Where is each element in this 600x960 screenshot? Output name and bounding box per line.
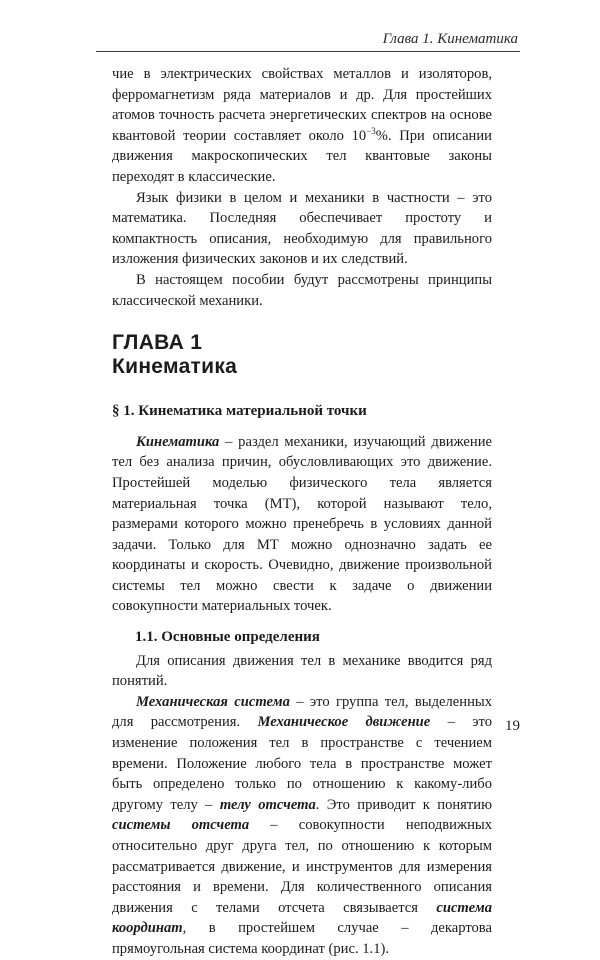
intro-p1-start: чие в электрических свойствах металлов и изоляторов, ферромагнетизм ряда материалов и др. Для простейших атомов точность расчета энергетических спектров на основе квантовой теории составляет около 10	[112, 66, 492, 144]
intro-p1-end: %. При описании движения макроскопических тел квантовые законы переходят в классические.	[112, 127, 492, 185]
page-number: 19	[505, 718, 520, 734]
subsection-heading: 1.1. Основные определения	[135, 629, 320, 646]
text-run-3: . Это приводит к понятию	[315, 796, 492, 813]
term-kinematics: Кинематика	[136, 433, 220, 450]
term-reference-frame: системы отсчета	[112, 817, 250, 834]
text-run-1: – это группа тел, выделенных для рассмотрения.	[112, 693, 492, 731]
text-run-5: , в простейшем случае – декартова прямоугольная система координат (рис. 1.1).	[112, 920, 492, 957]
header-rule	[96, 51, 520, 52]
text-run-4: – совокупности неподвижных относительно друг друга тел, по отношению к которым рассматривается движение, и инструментов для измерения расстояния и времени. Для количественного описания движения с телами отсчета связывается	[112, 817, 492, 916]
term-reference-body: телу отсчета	[219, 796, 316, 813]
section-heading: § 1. Кинематика материальной точки	[112, 403, 367, 420]
chapter-label: ГЛАВА 1	[112, 331, 203, 355]
section-paragraph	[112, 432, 492, 617]
page-body	[112, 64, 492, 960]
subsection-paragraph-2	[112, 692, 492, 960]
subsection-paragraph-1: Для описания движения тел в механике вводится ряд понятий.	[112, 652, 492, 690]
term-coordinate-system: система координат	[112, 899, 492, 937]
chapter-name: Кинематика	[112, 355, 238, 379]
exponent: −3	[366, 125, 376, 136]
intro-paragraph-1	[112, 64, 492, 188]
intro-paragraph-3: В настоящем пособии будут рассмотрены принципы классической механики.	[112, 271, 492, 309]
section-text: – раздел механики, изучающий движение тел без анализа причин, обусловливающих это движение. Простейшей моделью физического тела является материальная точка (МТ), которой называют тело, размерами которого можно пренебречь в условиях данной задачи. Только для МТ можно однозначно задать ее координаты и скорость. Очевидно, движение произвольной системы тел можно свести к задаче о движении совокупности материальных точек.	[112, 433, 492, 615]
intro-paragraph-2: Язык физики в целом и механики в частности – это математика. Последняя обеспечивает простоту и компактность описания, необходимую для правильного изложения физических законов и их следствий.	[112, 189, 492, 268]
term-mechanical-system: Механическая система	[136, 693, 290, 710]
term-mechanical-motion: Механическое движение	[257, 714, 431, 731]
running-head: Глава 1. Кинематика	[382, 31, 518, 47]
chapter-heading	[112, 331, 492, 379]
text-run-2: – это изменение положения тел в пространстве с течением времени. Положение любого тела в пространстве может быть определено только по отношению к какому-либо другому телу –	[112, 714, 492, 813]
